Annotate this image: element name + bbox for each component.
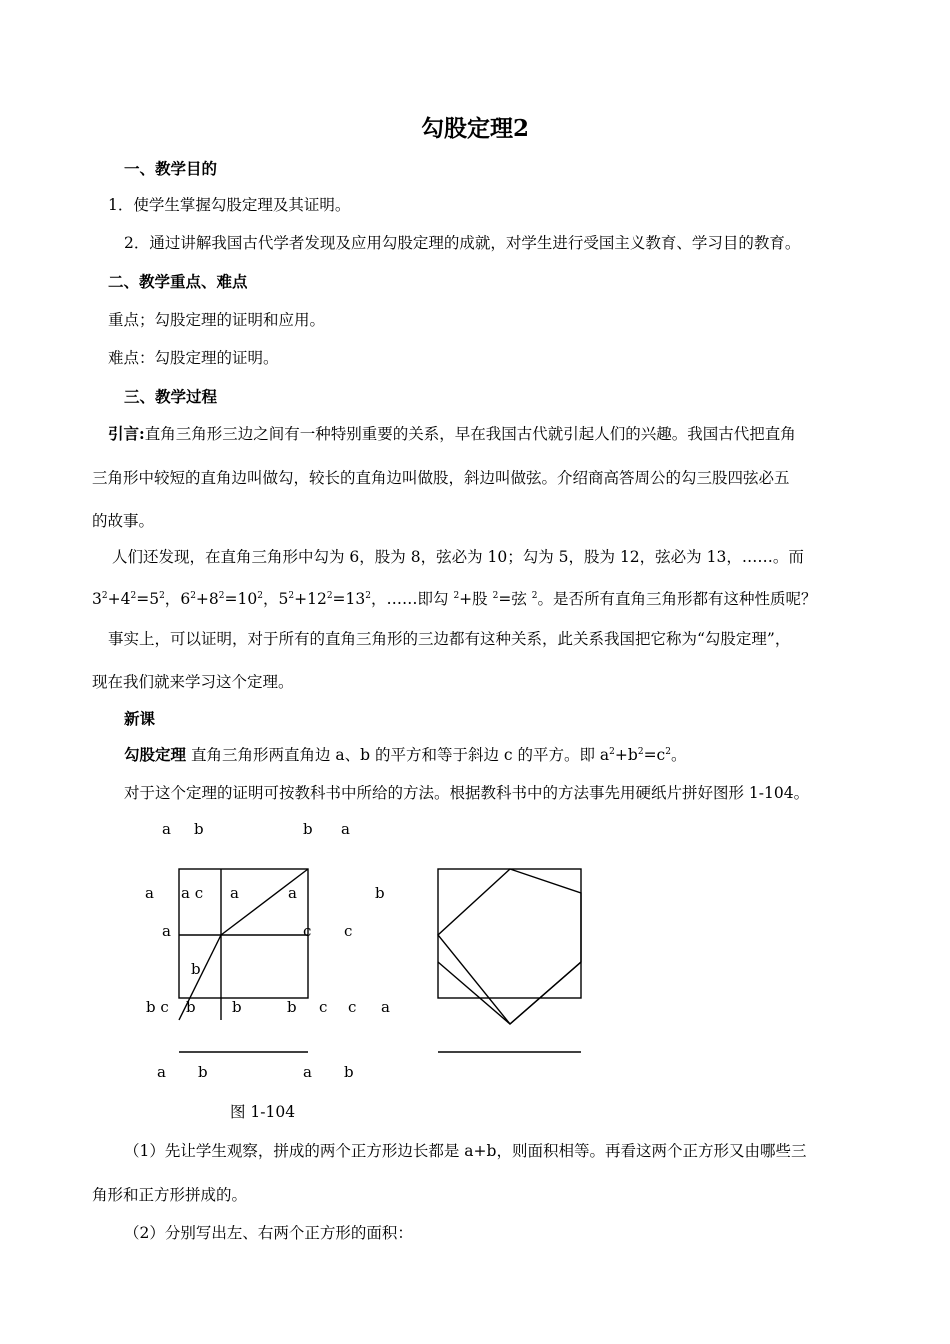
step-1-line-2: 角形和正方形拼成的。 bbox=[92, 1186, 248, 1204]
right-lower-right-edge bbox=[510, 962, 581, 1024]
section-heading-aims: 一、教学目的 bbox=[124, 159, 218, 178]
figure-label: a bbox=[230, 884, 239, 902]
new-lesson-heading: 新课 bbox=[124, 709, 156, 728]
step-2: （2）分别写出左、右两个正方形的面积： bbox=[124, 1224, 413, 1242]
figure-label: b bbox=[232, 998, 242, 1016]
figure-label: b c bbox=[146, 998, 169, 1016]
figure-label: c bbox=[348, 998, 357, 1016]
figure-label: a bbox=[162, 820, 171, 838]
section-heading-process: 三、教学过程 bbox=[124, 387, 218, 406]
intro-paragraph-line-1: 引言:直角三角形三边之间有一种特别重要的关系，早在我国古代就引起人们的兴趣。我国古代把直角 bbox=[108, 424, 796, 443]
figure-label: a bbox=[381, 998, 390, 1016]
figure-label: b bbox=[191, 960, 201, 978]
proof-intro: 对于这个定理的证明可按教科书中所给的方法。根据教科书中的方法事先用硬纸片拼好图形 1-104。 bbox=[124, 784, 810, 802]
figure-label: c bbox=[344, 922, 353, 940]
theorem-statement: 勾股定理 直角三角形两直角边 a、b 的平方和等于斜边 c 的平方。即 $a^2+b^2=c^2$。 bbox=[124, 745, 687, 764]
intro-paragraph-line-2: 三角形中较短的直角边叫做勾，较长的直角边叫做股，斜边叫做弦。介绍商高答周公的勾三股四弦必五 bbox=[92, 469, 790, 487]
figure-label: b bbox=[194, 820, 204, 838]
figure-label: c bbox=[319, 998, 328, 1016]
figure-label: b bbox=[344, 1063, 354, 1081]
intro-paragraph-line-3: 的故事。 bbox=[92, 512, 155, 530]
figure-label: b bbox=[287, 998, 297, 1016]
figure-caption: 图 1-104 bbox=[230, 1103, 296, 1121]
figure-label: b bbox=[186, 998, 196, 1016]
fact-paragraph-line-2: 现在我们就来学习这个定理。 bbox=[92, 673, 294, 691]
figure-label: a bbox=[341, 820, 350, 838]
section-heading-focus: 二、教学重点、难点 bbox=[108, 272, 248, 291]
intro-label: 引言: bbox=[108, 424, 145, 443]
figure-label: b bbox=[375, 884, 385, 902]
right-lower-left-edge bbox=[438, 962, 510, 1024]
figure-label: a bbox=[288, 884, 297, 902]
key-point: 重点；勾股定理的证明和应用。 bbox=[108, 311, 326, 329]
right-square-outline bbox=[438, 869, 581, 998]
step-1-line-1: （1）先让学生观察，拼成的两个正方形边长都是 a+b，则面积相等。再看这两个正方形又由哪些三 bbox=[124, 1142, 807, 1160]
discover-paragraph-line-1: 人们还发现，在直角三角形中勾为 6，股为 8，弦必为 10；勾为 5，股为 12，弦必为 13，……。而 bbox=[112, 548, 804, 566]
figure-label: a bbox=[162, 922, 171, 940]
aim-item-1: 1．使学生掌握勾股定理及其证明。 bbox=[108, 196, 351, 214]
figure-label: a c bbox=[181, 884, 204, 902]
fact-paragraph-line-1: 事实上，可以证明，对于所有的直角三角形的三边都有这种关系，此关系我国把它称为“勾股定理”， bbox=[108, 630, 791, 648]
page-title: 勾股定理2 bbox=[420, 115, 529, 142]
figure-label: a bbox=[157, 1063, 166, 1081]
left-diagonal-upper bbox=[221, 869, 308, 935]
right-inner-square-outline bbox=[438, 869, 581, 1024]
figure-label: c bbox=[303, 922, 312, 940]
figure-label: b bbox=[303, 820, 313, 838]
discover-paragraph-equations: $3^2+4^2=5^2$，$6^2+8^2=10^2$，$5^2+12^2=13^2$，……即勾 $^2$+股 $^2$=弦 $^2$。是否所有直角三角形都有这种性质呢？ bbox=[92, 590, 817, 608]
aim-item-2: 2．通过讲解我国古代学者发现及应用勾股定理的成就，对学生进行受国主义教育、学习目的教育。 bbox=[124, 234, 801, 252]
difficult-point: 难点：勾股定理的证明。 bbox=[108, 349, 279, 367]
figure-label: b bbox=[198, 1063, 208, 1081]
theorem-label: 勾股定理 bbox=[124, 745, 187, 764]
figure-label: a bbox=[303, 1063, 312, 1081]
figure-label: a bbox=[145, 884, 154, 902]
